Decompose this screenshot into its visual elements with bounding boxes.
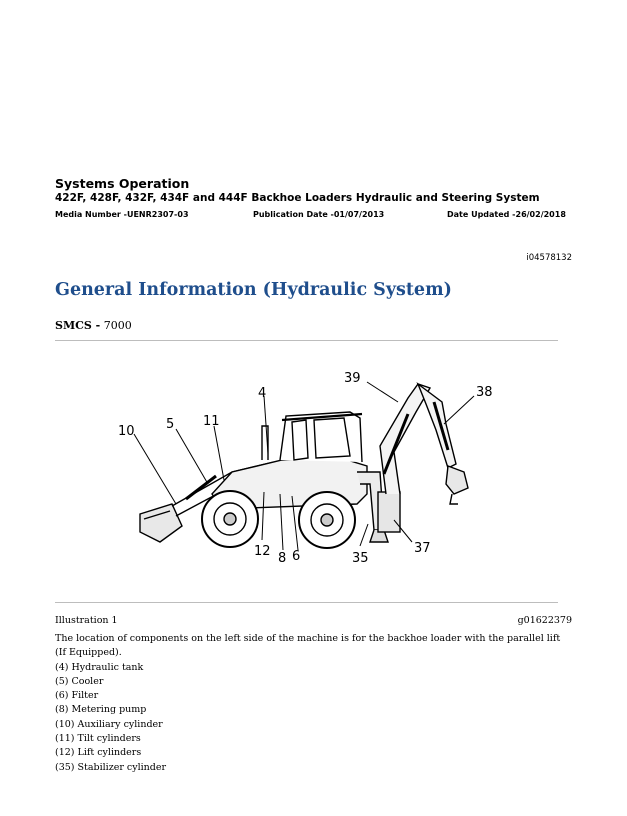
section-title: Systems Operation bbox=[55, 176, 190, 191]
page-title: General Information (Hydraulic System) bbox=[55, 280, 452, 300]
divider-top bbox=[55, 340, 558, 341]
callout-35: 35 bbox=[352, 551, 369, 566]
smcs-label: SMCS - bbox=[55, 319, 101, 332]
divider-bottom bbox=[55, 602, 558, 603]
callout-11: 11 bbox=[203, 414, 220, 429]
list-item: (6) Filter bbox=[55, 690, 99, 702]
description-text: The location of components on the left side of the machine is for the backhoe loader with the parallel lift (If Equipped). bbox=[55, 633, 561, 659]
callout-39: 39 bbox=[344, 371, 361, 386]
list-item: (5) Cooler bbox=[55, 675, 104, 687]
callout-5: 5 bbox=[166, 417, 175, 432]
callout-4: 4 bbox=[258, 386, 267, 401]
document-id: i04578132 bbox=[526, 253, 572, 263]
description-block bbox=[55, 632, 565, 775]
callout-37: 37 bbox=[414, 541, 431, 556]
smcs-value: 7000 bbox=[100, 319, 132, 332]
smcs-code bbox=[55, 319, 132, 332]
date-updated: Date Updated -26/02/2018 bbox=[447, 210, 566, 219]
models-subtitle: 422F, 428F, 432F, 434F and 444F Backhoe Loaders Hydraulic and Steering System bbox=[55, 192, 540, 204]
callout-10: 10 bbox=[118, 424, 135, 439]
illustration-label: Illustration 1 bbox=[55, 615, 118, 626]
media-number: Media Number -UENR2307-03 bbox=[55, 210, 189, 219]
illustration-id: g01622379 bbox=[517, 615, 572, 626]
list-item: (35) Stabilizer cylinder bbox=[55, 761, 167, 773]
list-item: (12) Lift cylinders bbox=[55, 747, 142, 759]
backhoe-illustration bbox=[112, 354, 512, 589]
callout-12: 12 bbox=[254, 544, 271, 559]
callout-6: 6 bbox=[292, 549, 301, 564]
list-item: (10) Auxiliary cylinder bbox=[55, 718, 163, 730]
list-item: (11) Tilt cylinders bbox=[55, 733, 141, 745]
callout-38: 38 bbox=[476, 385, 493, 400]
list-item: (8) Metering pump bbox=[55, 704, 147, 716]
callout-8: 8 bbox=[278, 551, 287, 566]
publication-date: Publication Date -01/07/2013 bbox=[253, 210, 385, 219]
list-item: (4) Hydraulic tank bbox=[55, 661, 144, 673]
